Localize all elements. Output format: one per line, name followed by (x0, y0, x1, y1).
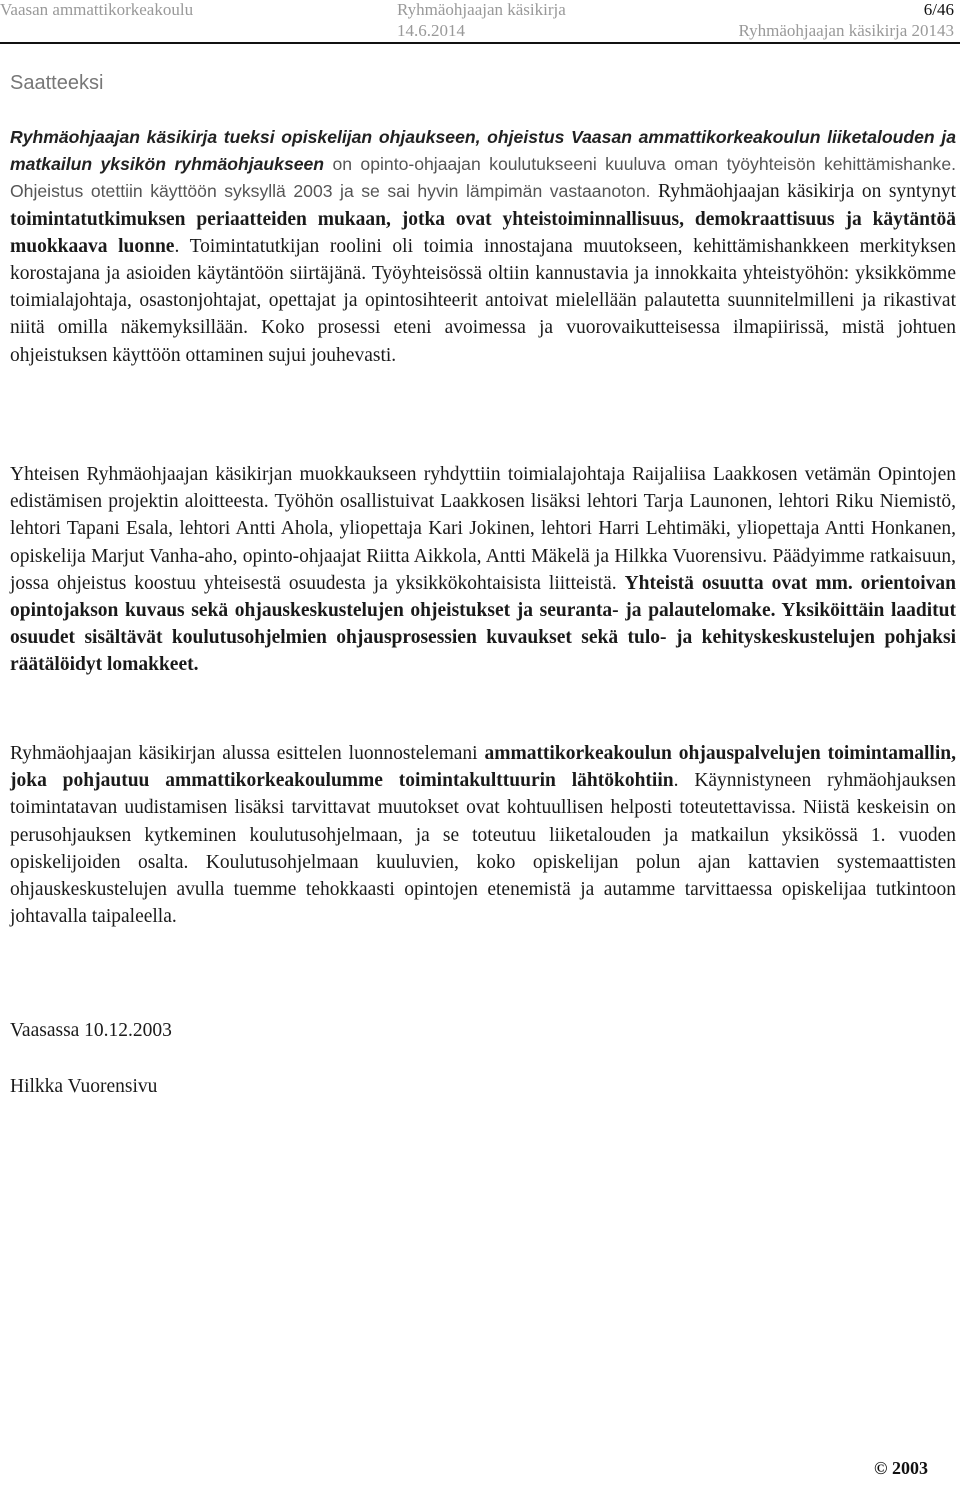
intro-text-1: on opinto-ohjaajan koulutukseeni kuuluva oman työyhteisön kehittämishanke. Ohjeistus otettiin käyttöön syksyllä 2003 ja se sai hyvin lämpimän vastaanoton. (10, 154, 956, 202)
contributors-text: Yhteisen Ryhmäohjaajan käsikirjan muokkaukseen ryhdyttiin toimialajohtaja Raijaliisa Laakkosen vetämän Opintojen edistämisen projektin aloitteesta. Työhön osallistuivat Laakkosen lisäksi lehtori Tarja Launonen, lehtori Riku Niemistö, lehtori Tapani Esala, lehtori Antti Ahola, yliopettaja Kari Jokinen, lehtori Harri Lehtimäki, yliopettaja Antti Honkanen, opiskelija Marjut Vanha-aho, opinto-ohjaajat Riitta Aikkola, Antti Mäkelä ja Hilkka Vuorensivu. Päädyimme ratkaisuun, jossa ohjeistus koostuu yhteisestä osuudesta ja yksikkökohtaisista liitteistä. (10, 464, 956, 594)
model-text-2: . Käynnistyneen ryhmäohjauksen toimintatavan uudistamisen lisäksi tarvittavat muutokset ovat kohtuullisen helposti toteutettavissa. Niistä keskeisin on perusohjauksen kytkeminen koulutusohjelmaan, ja se toteutuu liiketalouden ja matkailun yksikössä 1. vuoden opiskelijoiden osalta. Koulutusohjelmaan kuuluvien, koko opiskelijan polun ajan kattavien systemaattisten ohjauskeskustelujen avulla tuemme tehokkaasti opintojen etenemistä ja autamme tarvittaessa opiskelijaa tutkintoon johtavalla taipaleella. (10, 770, 957, 928)
model-bold: ammattikorkeakoulun ohjauspalvelujen toimintamallin, joka pohjautuu ammattikorkeakoulumme toimintakulttuurin lähtökohtiin (10, 743, 956, 792)
intro-text-3: . Toimintatutkijan roolini oli toimia innostajana muutokseen, kehittämishankkeen merkityksen korostajana ja asioiden käytäntöön siirtäjänä. Työyhteisössä oltiin kannustavia ja innokkaita yhteistyöhön: yksikkömme toimialajohtaja, osastonjohtajat, opettajat ja opintosihteerit antoivat mielellään palautetta suunnitelmilleni ja rikastivat niitä omilla näkemyksillään. Koko prosessi eteni avoimessa ja vuorovaikutteisessa ilmapiirissä, mistä johtuen ohjeistuksen käyttöön ottaminen sujui jouhevasti. (10, 235, 956, 366)
contributors-bold: Yhteistä osuutta ovat mm. orientoivan opintojakson kuvaus sekä ohjauskeskustelujen ohjeistukset ja seuranta- ja palautelomake. Yksiköittäin laaditut osuudet sisältävät koulutusohjelmien ohjausprosessien kuvaukset sekä tulo- ja kehityskeskustelujen pohjaksi räätälöidyt lomakkeet. (10, 572, 957, 676)
header-date: 14.6.2014 (397, 21, 465, 40)
header-book-title-year: Ryhmäohjaajan käsikirja 20143 (738, 21, 954, 40)
copyright-footer: © 2003 (874, 1458, 928, 1478)
header-page-number: 6/46 (923, 0, 954, 19)
intro-italic-title: Ryhmäohjaajan käsikirja tueksi opiskelijan ohjaukseen, ohjeistus Vaasan ammattikorkeakoulun liiketalouden ja matkailun yksikön ryhmäohjaukseen (10, 127, 956, 175)
header-rule (0, 42, 960, 44)
model-text-1: Ryhmäohjaajan käsikirjan alussa esittelen luonnostelemani (10, 743, 485, 764)
signature: Hilkka Vuorensivu (10, 1076, 158, 1097)
intro-text-2: Ryhmäohjaajan käsikirja on syntynyt (658, 181, 956, 203)
header-school: Vaasan ammattikorkeakoulu (0, 0, 194, 19)
header-book-title: Ryhmäohjaajan käsikirja (397, 0, 566, 19)
paragraph-contributors (10, 461, 956, 679)
paragraph-intro (10, 124, 956, 369)
paragraph-model (10, 740, 956, 930)
intro-bold-principles: toimintatutkimuksen periaatteiden mukaan, jotka ovat yhteistoiminnallisuus, demokraattisuus ja käytäntöä muokkaava luonne (10, 208, 956, 257)
page-title: Saatteeksi (10, 72, 104, 94)
place-date: Vaasassa 10.12.2003 (10, 1020, 172, 1041)
